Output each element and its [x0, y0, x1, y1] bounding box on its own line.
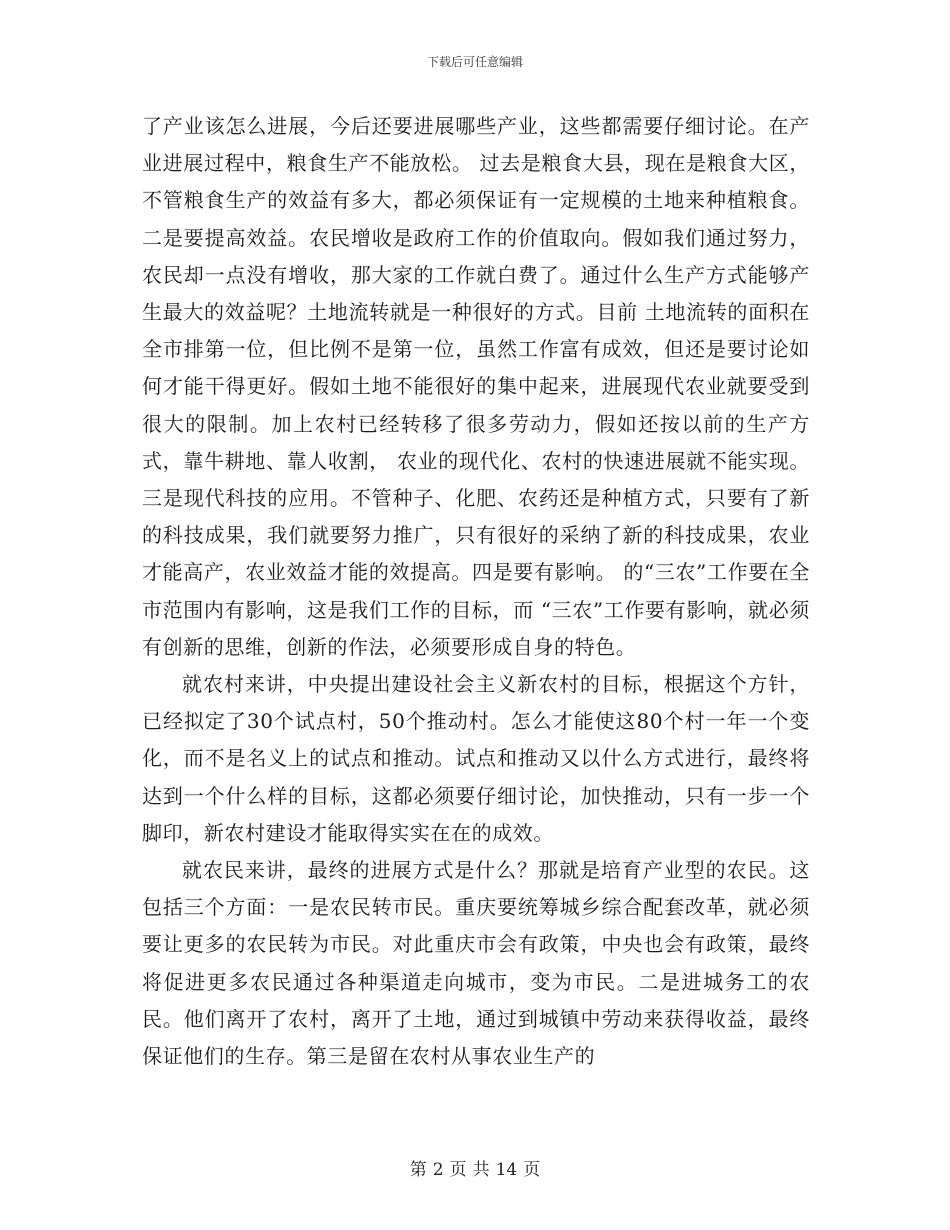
- footer-suffix: 页: [523, 1160, 541, 1180]
- document-body: [142, 108, 810, 1075]
- paragraph-2: 就农村来讲，中央提出建设社会主义新农村的目标，根据这个方针， 已经拟定了30个试点村，50个推动村。怎么才能使这80个村一年一个变化，而不是名义上的试点和推动。试点和推动又以什么方式进行，最终将达到一个什么样的目标，这都必须要仔细讨论，加快推动，只有一步一个脚印，新农村建设才能取得实实在在的成效。: [142, 672, 810, 845]
- header-note: 下载后可任意编辑: [426, 55, 523, 69]
- paragraph-1: 了产业该怎么进展，今后还要进展哪些产业，这些都需要仔细讨论。在产业进展过程中，粮食生产不能放松。 过去是粮食大县，现在是粮食大区，不管粮食生产的效益有多大，都必须保证有一定规模的土地来种植粮食。二是要提高效益。农民增收是政府工作的价值取向。假如我们通过努力，农民却一点没有增收，那大家的工作就白费了。通过什么生产方式能够产生最大的效益呢？土地流转就是一种很好的方式。目前 土地流转的面积在全市排第一位，但比例不是第一位，虽然工作富有成效，但还是要讨论如何才能干得更好。假如土地不能很好的集中起来，进展现代农业就要受到很大的限制。加上农村已经转移了很多劳动力，假如还按以前的生产方式，靠牛耕地、靠人收割， 农业的现代化、农村的快速进展就不能实现。三是现代科技的应用。不管种子、化肥、农药还是种植方式，只要有了新的科技成果，我们就要努力推广，只有很好的采纳了新的科技成果，农业才能高产，农业效益才能的效提高。四是要有影响。 的“三农”工作要在全市范围内有影响，这是我们工作的目标，而 “三农”工作要有影响，就必须有创新的思维，创新的作法，必须要形成自身的特色。: [142, 114, 810, 659]
- current-page-number: 2: [432, 1160, 444, 1180]
- footer-total-word: 共: [472, 1160, 490, 1180]
- paragraph-3: 就农民来讲，最终的进展方式是什么？那就是培育产业型的农民。这包括三个方面：一是农民转市民。重庆要统筹城乡综合配套改革，就必须要让更多的农民转为市民。对此重庆市会有政策，中央也会有政策，最终将促进更多农民通过各种渠道走向城市，变为市民。二是进城务工的农民。他们离开了农村，离开了土地，通过到城镇中劳动来获得收益，最终保证他们的生存。第三是留在农村从事农业生产的: [142, 858, 810, 1069]
- footer-prefix: 第: [409, 1160, 427, 1180]
- total-page-count: 14: [495, 1160, 518, 1180]
- page-footer: [0, 1155, 950, 1180]
- page-header: [0, 53, 950, 70]
- footer-page-word: 页: [449, 1160, 467, 1180]
